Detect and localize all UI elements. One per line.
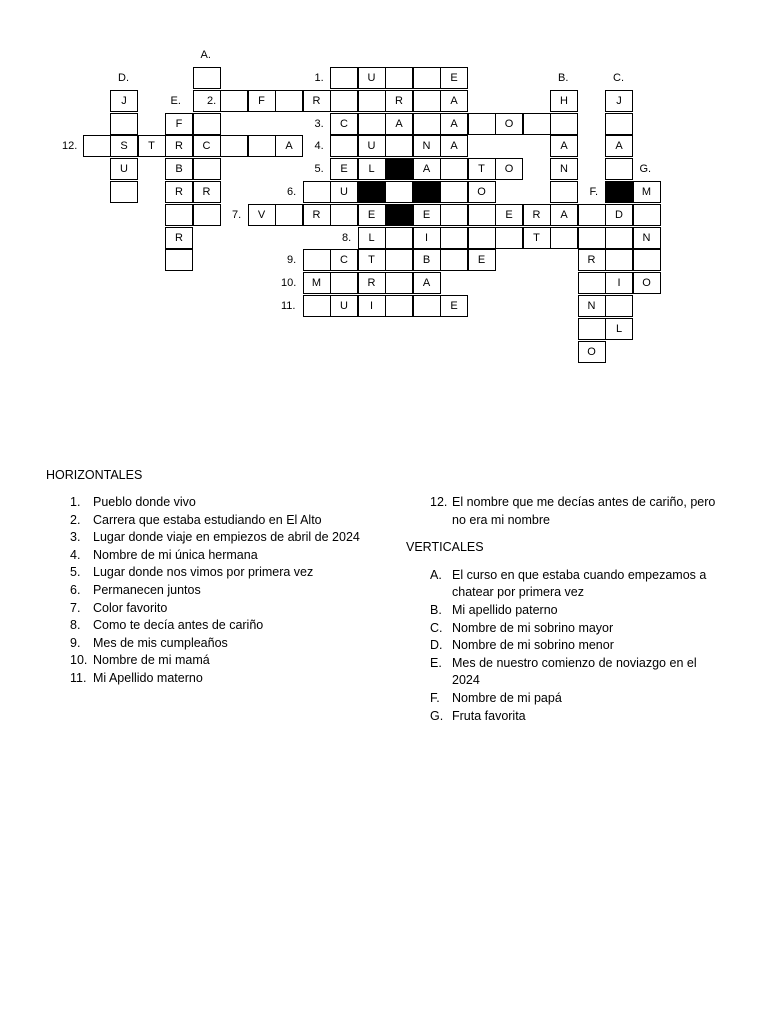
crossword-cell[interactable] [550, 113, 578, 135]
verticales-clue-list [406, 494, 726, 725]
crossword-cell[interactable] [468, 204, 496, 226]
clue-text: Nombre de mi mamá [93, 653, 210, 668]
crossword-cell[interactable]: T [358, 249, 386, 271]
crossword-cell[interactable] [605, 158, 633, 180]
clue-number: 12. [430, 495, 448, 509]
crossword-black-cell[interactable] [413, 181, 441, 203]
crossword-cell[interactable] [330, 204, 358, 226]
verticales-heading: VERTICALES [406, 540, 484, 555]
clue-label: 5. [314, 163, 324, 176]
crossword-cell[interactable] [413, 90, 441, 112]
crossword-cell[interactable]: O [468, 181, 496, 203]
clue-label: 1. [314, 72, 324, 84]
clue-label: B. [558, 72, 569, 84]
clue-number: 9. [70, 635, 81, 650]
crossword-cell[interactable] [578, 227, 606, 249]
crossword-cell[interactable]: B [165, 158, 193, 180]
crossword-cell[interactable] [633, 204, 661, 226]
clue-item [46, 635, 366, 653]
clue-item [46, 670, 366, 688]
crossword-cell[interactable] [605, 295, 633, 317]
crossword-cell[interactable]: C [193, 135, 221, 157]
crossword-cell[interactable] [193, 204, 221, 226]
crossword-cell[interactable]: J [605, 90, 633, 112]
clue-number: F. [430, 690, 440, 705]
clue-item [406, 637, 726, 655]
crossword-cell[interactable] [303, 249, 331, 271]
clue-label: F. [589, 186, 599, 198]
crossword-cell[interactable]: V [248, 204, 276, 226]
clue-text: Mes de mis cumpleaños [93, 635, 228, 650]
crossword-cell[interactable] [275, 90, 303, 112]
crossword-cell[interactable]: N [633, 227, 661, 249]
crossword-cell[interactable] [413, 67, 441, 89]
crossword-cell[interactable] [110, 113, 138, 135]
crossword-cell[interactable]: L [358, 227, 386, 249]
crossword-cell[interactable]: M [633, 181, 661, 203]
clue-label: 10. [281, 277, 297, 290]
clue-text: Mi Apellido materno [93, 670, 203, 685]
clue-number: 7. [70, 600, 81, 615]
crossword-cell[interactable] [330, 67, 358, 89]
clue-number: A. [430, 567, 442, 582]
clue-number: 3. [70, 530, 81, 545]
crossword-grid [0, 0, 768, 380]
clue-label: E. [170, 94, 181, 107]
crossword-cell[interactable] [193, 158, 221, 180]
crossword-cell[interactable]: T [468, 158, 496, 180]
crossword-cell[interactable]: F [248, 90, 276, 112]
clue-number: 1. [70, 495, 81, 509]
crossword-cell[interactable]: S [110, 135, 138, 157]
clue-text: Como te decía antes de cariño [93, 618, 264, 633]
clue-text: Carrera que estaba estudiando en El Alto [93, 512, 322, 527]
clue-number: 6. [70, 582, 81, 597]
crossword-cell[interactable]: N [413, 135, 441, 157]
crossword-cell[interactable] [605, 113, 633, 135]
clue-item [46, 512, 366, 530]
crossword-cell[interactable] [633, 249, 661, 271]
clue-item [46, 617, 366, 635]
crossword-cell[interactable] [413, 113, 441, 135]
clue-text: Lugar donde nos vimos por primera vez [93, 565, 314, 580]
clue-item [406, 567, 726, 602]
crossword-cell[interactable] [550, 181, 578, 203]
crossword-cell[interactable]: M [303, 272, 331, 294]
crossword-cell[interactable] [330, 135, 358, 157]
crossword-cell[interactable]: E [440, 295, 468, 317]
clue-text: Mi apellido paterno [452, 602, 558, 617]
crossword-cell[interactable]: I [413, 227, 441, 249]
clue-label: 6. [287, 186, 297, 198]
crossword-cell[interactable]: E [358, 204, 386, 226]
horizontales-heading: HORIZONTALES [46, 468, 143, 482]
crossword-cell[interactable]: R [523, 204, 551, 226]
crossword-cell[interactable] [578, 272, 606, 294]
crossword-cell[interactable] [385, 67, 413, 89]
horizontales-clue-list [46, 494, 366, 688]
clue-text: Pueblo donde vivo [93, 495, 196, 509]
crossword-cell[interactable]: A [413, 272, 441, 294]
crossword-cell[interactable]: O [578, 341, 606, 363]
clue-item [46, 547, 366, 565]
crossword-cell[interactable] [358, 113, 386, 135]
crossword-cell[interactable]: T [523, 227, 551, 249]
crossword-cell[interactable] [605, 249, 633, 271]
clue-label: 8. [342, 231, 352, 244]
crossword-cell[interactable] [523, 113, 551, 135]
crossword-cell[interactable]: C [330, 113, 358, 135]
crossword-cell[interactable]: R [165, 227, 193, 249]
clue-label: 9. [287, 254, 297, 267]
crossword-cell[interactable] [330, 90, 358, 112]
clue-label: 2. [207, 94, 217, 107]
crossword-cell[interactable]: C [330, 249, 358, 271]
clue-item [406, 620, 726, 638]
crossword-cell[interactable] [193, 67, 221, 89]
crossword-cell[interactable] [193, 113, 221, 135]
clue-item [46, 600, 366, 618]
crossword-cell[interactable]: N [578, 295, 606, 317]
clue-number: E. [430, 655, 442, 670]
crossword-cell[interactable]: O [495, 113, 523, 135]
clue-number: B. [430, 602, 442, 617]
crossword-cell[interactable]: L [605, 318, 633, 340]
clue-text: Permanecen juntos [93, 582, 201, 597]
crossword-cell[interactable] [385, 295, 413, 317]
crossword-cell[interactable] [303, 295, 331, 317]
clue-label: 4. [314, 140, 324, 153]
clue-number: 11. [70, 670, 87, 685]
crossword-black-cell[interactable] [358, 181, 386, 203]
crossword-cell[interactable] [385, 249, 413, 271]
crossword-cell[interactable]: R [303, 204, 331, 226]
crossword-cell[interactable]: E [495, 204, 523, 226]
clue-item [46, 582, 366, 600]
clue-label: 7. [232, 208, 242, 221]
clue-number: 4. [70, 547, 81, 562]
crossword-cell[interactable]: U [330, 181, 358, 203]
clue-number: G. [430, 708, 444, 723]
crossword-cell[interactable]: R [165, 135, 193, 157]
clue-label: 3. [314, 117, 324, 130]
clue-number: C. [430, 620, 443, 635]
crossword-cell[interactable]: B [413, 249, 441, 271]
crossword-cell[interactable] [468, 113, 496, 135]
clue-text: El curso en que estaba cuando empezamos a chatear por primera vez [452, 567, 707, 600]
crossword-cell[interactable]: R [303, 90, 331, 112]
crossword-cell[interactable] [165, 249, 193, 271]
clue-label: A. [200, 49, 211, 62]
crossword-cell[interactable]: E [330, 158, 358, 180]
crossword-cell[interactable]: I [358, 295, 386, 317]
crossword-cell[interactable] [385, 272, 413, 294]
crossword-cell[interactable]: E [468, 249, 496, 271]
clue-text: Nombre de mi papá [452, 690, 562, 705]
clue-item [46, 564, 366, 582]
clue-text: Fruta favorita [452, 708, 526, 723]
crossword-black-cell[interactable] [385, 204, 413, 226]
clue-item [406, 602, 726, 620]
crossword-cell[interactable] [578, 318, 606, 340]
crossword-cell[interactable]: L [358, 158, 386, 180]
crossword-cell[interactable] [110, 181, 138, 203]
clue-number: D. [430, 638, 443, 653]
clue-item [406, 708, 726, 726]
crossword-cell[interactable] [303, 181, 331, 203]
crossword-cell[interactable]: A [605, 135, 633, 157]
crossword-cell[interactable] [440, 158, 468, 180]
crossword-cell[interactable]: D [605, 204, 633, 226]
clue-item [46, 494, 366, 512]
crossword-cell[interactable]: A [413, 158, 441, 180]
crossword-cell[interactable] [413, 295, 441, 317]
crossword-cell[interactable]: J [110, 90, 138, 112]
crossword-cell[interactable]: A [550, 204, 578, 226]
clue-label: G. [639, 163, 652, 176]
crossword-cell[interactable]: A [440, 135, 468, 157]
crossword-black-cell[interactable] [605, 181, 633, 203]
clue-number: 5. [70, 565, 81, 580]
clue-text: Mes de nuestro comienzo de noviazgo en el 2024 [452, 655, 697, 688]
crossword-cell[interactable] [550, 227, 578, 249]
crossword-cell[interactable]: U [358, 135, 386, 157]
crossword-cell[interactable]: R [193, 181, 221, 203]
clue-label: 12. [62, 140, 78, 153]
clue-text: Nombre de mi única hermana [93, 547, 258, 562]
crossword-cell[interactable]: O [633, 272, 661, 294]
clue-item [406, 655, 726, 690]
clue-label: D. [118, 72, 129, 84]
crossword-cell[interactable]: A [440, 90, 468, 112]
crossword-cell[interactable]: H [550, 90, 578, 112]
crossword-cell[interactable] [83, 135, 111, 157]
clue-label: C. [613, 72, 624, 84]
crossword-cell[interactable]: A [385, 113, 413, 135]
crossword-cell[interactable] [605, 227, 633, 249]
crossword-cell[interactable]: R [165, 181, 193, 203]
clue-text: El nombre que me decías antes de cariño, pero no era mi nombre [452, 495, 716, 527]
crossword-cell[interactable] [358, 90, 386, 112]
crossword-cell[interactable]: A [440, 113, 468, 135]
crossword-black-cell[interactable] [385, 158, 413, 180]
crossword-cell[interactable]: E [413, 204, 441, 226]
crossword-cell[interactable]: U [330, 295, 358, 317]
crossword-cell[interactable]: A [275, 135, 303, 157]
crossword-cell[interactable]: U [110, 158, 138, 180]
crossword-cell[interactable] [440, 204, 468, 226]
crossword-cell[interactable]: N [550, 158, 578, 180]
crossword-cell[interactable]: A [550, 135, 578, 157]
crossword-cell[interactable] [440, 249, 468, 271]
clue-item [46, 529, 366, 547]
crossword-cell[interactable]: E [440, 67, 468, 89]
crossword-cell[interactable]: T [138, 135, 166, 157]
clue-text: Color favorito [93, 600, 168, 615]
clue-number: 10. [70, 653, 88, 668]
crossword-cell[interactable] [248, 135, 276, 157]
crossword-cell[interactable]: U [358, 67, 386, 89]
crossword-cell[interactable] [468, 227, 496, 249]
crossword-cell[interactable] [385, 181, 413, 203]
clue-item [406, 690, 726, 708]
clue-item [46, 652, 366, 670]
crossword-cell[interactable] [440, 181, 468, 203]
crossword-cell[interactable] [495, 227, 523, 249]
clue-text: Nombre de mi sobrino menor [452, 638, 614, 653]
crossword-cell[interactable] [220, 90, 248, 112]
clue-number: 8. [70, 618, 81, 633]
crossword-cell[interactable]: R [578, 249, 606, 271]
crossword-cell[interactable] [578, 204, 606, 226]
verticales-items [406, 567, 726, 725]
crossword-cell[interactable] [330, 272, 358, 294]
crossword-cell[interactable] [275, 204, 303, 226]
crossword-cell[interactable] [385, 227, 413, 249]
crossword-cell[interactable]: O [495, 158, 523, 180]
crossword-cell[interactable] [165, 204, 193, 226]
crossword-cell[interactable]: R [385, 90, 413, 112]
clue-item-12 [406, 494, 726, 529]
crossword-cell[interactable]: R [358, 272, 386, 294]
crossword-cell[interactable] [385, 135, 413, 157]
clue-number: 2. [70, 512, 81, 527]
crossword-cell[interactable] [220, 135, 248, 157]
clue-text: Lugar donde viaje en empiezos de abril de 2024 [93, 530, 360, 545]
clue-label: 11. [281, 300, 296, 312]
crossword-cell[interactable] [440, 227, 468, 249]
clue-text: Nombre de mi sobrino mayor [452, 620, 614, 635]
crossword-cell[interactable]: F [165, 113, 193, 135]
crossword-cell[interactable]: I [605, 272, 633, 294]
